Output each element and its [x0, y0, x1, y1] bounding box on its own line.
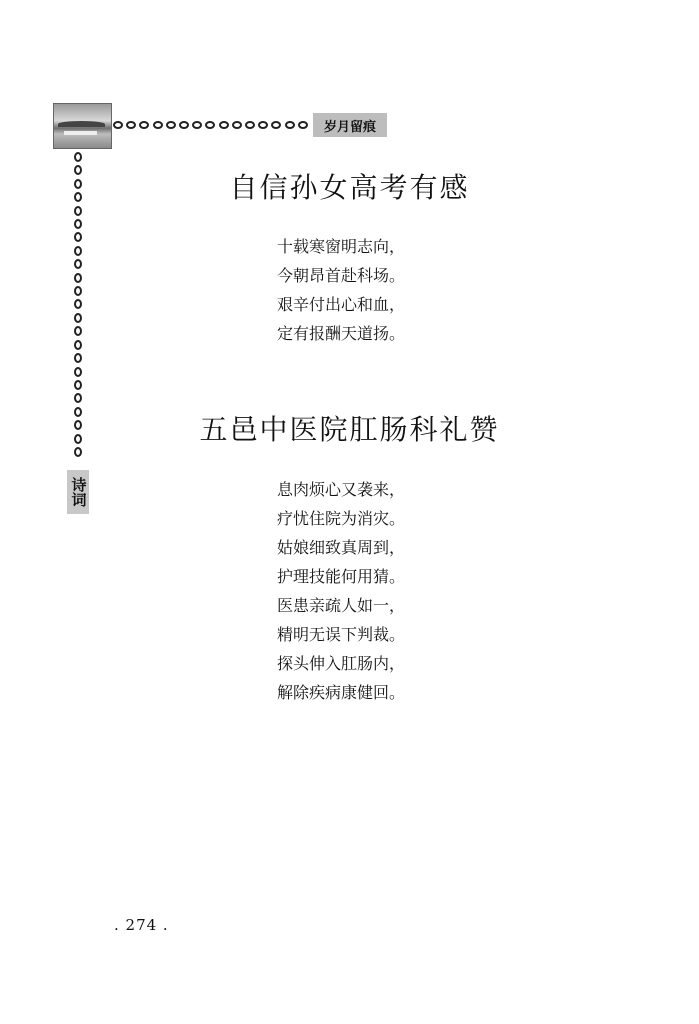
poem-line: 解除疾病康健回。	[277, 683, 406, 702]
poem-title: 五邑中医院肛肠科礼赞	[199, 413, 500, 446]
poem-line: 护理技能何用猜。	[277, 567, 406, 586]
poem-line: 今朝昂首赴科场。	[277, 266, 406, 285]
section-label: 岁月留痕	[313, 113, 387, 137]
poem-body	[277, 475, 405, 707]
poem-title: 自信孙女高考有感	[229, 171, 470, 204]
poem-body	[277, 232, 405, 348]
poem-line: 探头伸入肛肠内，	[277, 654, 406, 673]
poem-line: 定有报酬天道扬。	[277, 324, 406, 343]
header-landscape-photo	[53, 103, 112, 149]
category-label	[67, 470, 89, 514]
poem-line: 十载寒窗明志向，	[277, 237, 406, 256]
poem-line: 疗忧住院为消灾。	[277, 509, 406, 528]
poem-line: 精明无误下判裁。	[277, 625, 406, 644]
decorative-horizontal-border	[113, 118, 308, 132]
page-number: . 274 .	[114, 916, 169, 934]
poem-line: 息肉烦心又袭来，	[277, 480, 406, 499]
poem-line: 艰辛付出心和血，	[277, 295, 406, 314]
category-label-text: 诗词	[69, 477, 88, 507]
poem-line: 医患亲疏人如一，	[277, 596, 406, 615]
poem-line: 姑娘细致真周到，	[277, 538, 406, 557]
